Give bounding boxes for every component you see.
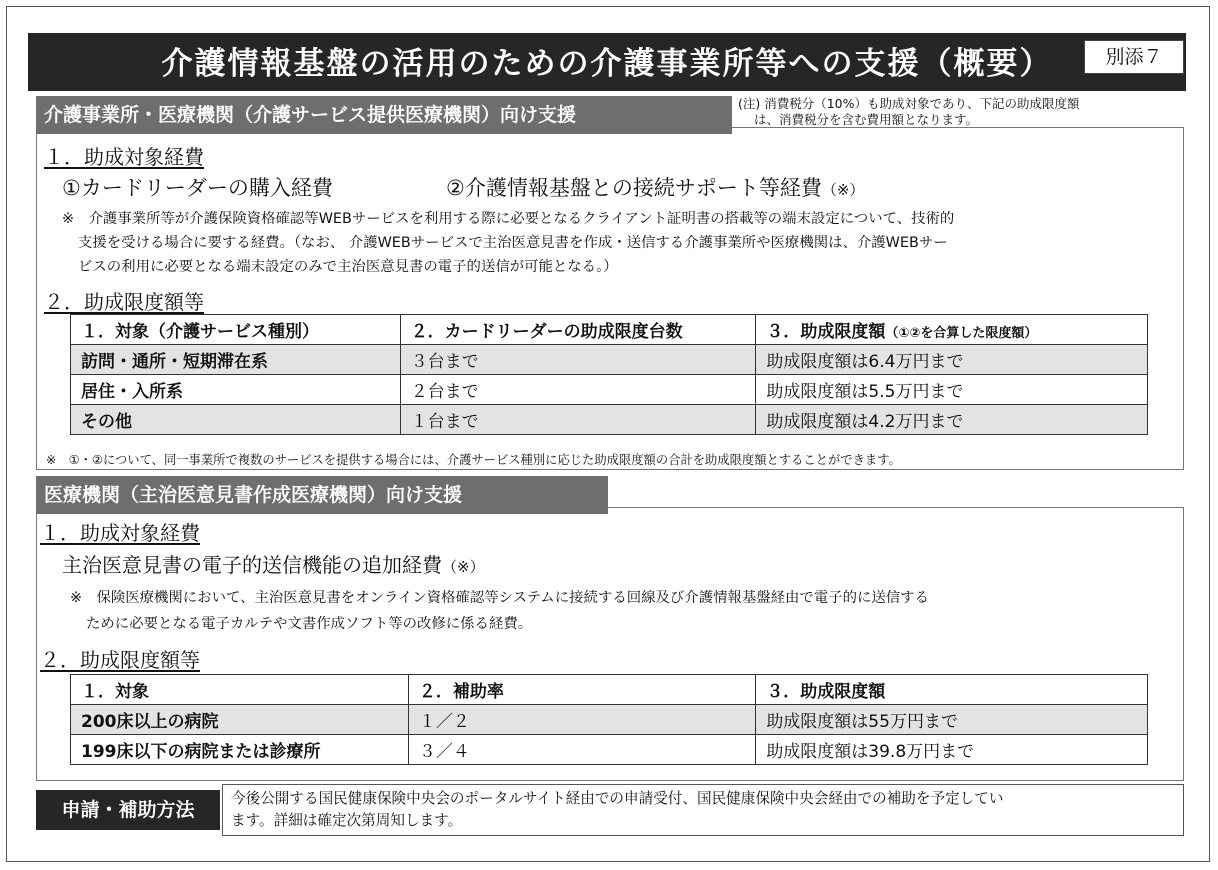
table-cell-count: ３台まで xyxy=(400,345,756,375)
section2-item-text: 主治医意見書の電子的送信機能の追加経費 xyxy=(62,553,442,577)
section2-footnote-line1: ※ 保険医療機関において、主治医意見書をオンライン資格確認等システムに接続する回線及び介護情報基盤経由で電子的に送信する xyxy=(70,590,929,606)
table-row xyxy=(71,705,1148,735)
table-cell-target: その他 xyxy=(71,405,401,435)
apply-method-line2: ます。詳細は確定次第周知します。 xyxy=(231,812,463,829)
section2-heading-limits: ２．助成限度額等 xyxy=(40,648,200,672)
table-header-row xyxy=(71,675,1148,705)
tax-note-line2: は、消費税分を含む費用額となります。 xyxy=(754,112,979,127)
table-cell-target: 200床以上の病院 xyxy=(71,705,409,735)
section1-item1: ①カードリーダーの購入経費 xyxy=(62,176,333,200)
table-header-rate: ２．補助率 xyxy=(408,675,755,705)
section1-heading-eligible-costs: １．助成対象経費 xyxy=(44,145,204,169)
apply-method-label: 申請・補助方法 xyxy=(36,790,220,830)
table-cell-rate: ３／４ xyxy=(408,735,755,765)
section1-item2-mark: （※） xyxy=(821,181,865,199)
section1-header: 介護事業所・医療機関（介護サービス提供医療機関）向け支援 xyxy=(36,96,732,134)
section1-footnote-line2: 支援を受ける場合に要する経費。（なお、 介護WEBサービスで主治医意見書を作成・送信する介護事業所や医療機関は、介護WEBサー xyxy=(78,235,948,251)
title-bar xyxy=(28,33,1186,91)
table-header-limit xyxy=(756,315,1148,345)
section1-table-note: ※ ①・②について、同一事業所で複数のサービスを提供する場合には、介護サービス種別に応じた助成限度額の合計を助成限度額とすることができます。 xyxy=(46,453,901,467)
table-cell-limit: 助成限度額は6.4万円まで xyxy=(756,345,1148,375)
attachment-badge: 別添７ xyxy=(1084,40,1184,74)
table-cell-rate: １／２ xyxy=(408,705,755,735)
table-cell-target: 訪問・通所・短期滞在系 xyxy=(71,345,401,375)
table-row xyxy=(71,375,1148,405)
section1-footnote-line1: ※ 介護事業所等が介護保険資格確認等WEBサービスを利用する際に必要となるクライアント証明書の搭載等の端末設定について、技術的 xyxy=(62,211,955,227)
table-row xyxy=(71,405,1148,435)
section1-footnote xyxy=(62,207,954,279)
section2-header: 医療機関（主治医意見書作成医療機関）向け支援 xyxy=(36,476,608,514)
table-header-limit-sub: （①②を合算した限度額） xyxy=(885,326,1038,341)
table-cell-limit: 助成限度額は39.8万円まで xyxy=(756,735,1148,765)
apply-method-text xyxy=(231,788,1003,832)
section1-heading-limits: ２．助成限度額等 xyxy=(44,290,204,314)
table-cell-count: １台まで xyxy=(400,405,756,435)
section2-footnote-line2: ために必要となる電子カルテや文書作成ソフト等の改修に係る経費。 xyxy=(86,616,533,632)
tax-note xyxy=(738,96,1080,128)
section2-item-mark: （※） xyxy=(442,558,485,576)
table-header-limit: ３．助成限度額 xyxy=(756,675,1148,705)
tax-note-line1: (注) 消費税分（10%）も助成対象であり、下記の助成限度額 xyxy=(738,96,1080,111)
table-header-row xyxy=(71,315,1148,345)
table-cell-count: ２台まで xyxy=(400,375,756,405)
section2-limits-table xyxy=(70,674,1148,765)
section1-item2 xyxy=(446,172,864,202)
apply-method-box xyxy=(222,784,1184,836)
page-title: 介護情報基盤の活用のための介護事業所等への支援（概要） xyxy=(161,46,1053,82)
section1-item2-text: ②介護情報基盤との接続サポート等経費 xyxy=(446,176,822,200)
table-cell-limit: 助成限度額は5.5万円まで xyxy=(756,375,1148,405)
table-header-count: ２．カードリーダーの助成限度台数 xyxy=(400,315,756,345)
section1-footnote-line3: ビスの利用に必要となる端末設定のみで主治医意見書の電子的送信が可能となる。） xyxy=(78,259,618,275)
table-cell-limit: 助成限度額は4.2万円まで xyxy=(756,405,1148,435)
table-cell-limit: 助成限度額は55万円まで xyxy=(756,705,1148,735)
table-header-target: １．対象 xyxy=(71,675,409,705)
table-row xyxy=(71,345,1148,375)
table-cell-target: 居住・入所系 xyxy=(71,375,401,405)
section1-limits-table xyxy=(70,314,1148,435)
table-row xyxy=(71,735,1148,765)
section2-item xyxy=(62,549,485,578)
section2-heading-eligible-costs: １．助成対象経費 xyxy=(40,521,200,545)
table-header-limit-text: ３．助成限度額 xyxy=(766,322,886,342)
section2-footnote xyxy=(70,585,929,637)
apply-method-line1: 今後公開する国民健康保険中央会のポータルサイト経由での申請受付、国民健康保険中央会経由での補助を予定してい xyxy=(231,790,1004,807)
table-cell-target: 199床以下の病院または診療所 xyxy=(71,735,409,765)
table-header-target: １．対象（介護サービス種別） xyxy=(71,315,401,345)
